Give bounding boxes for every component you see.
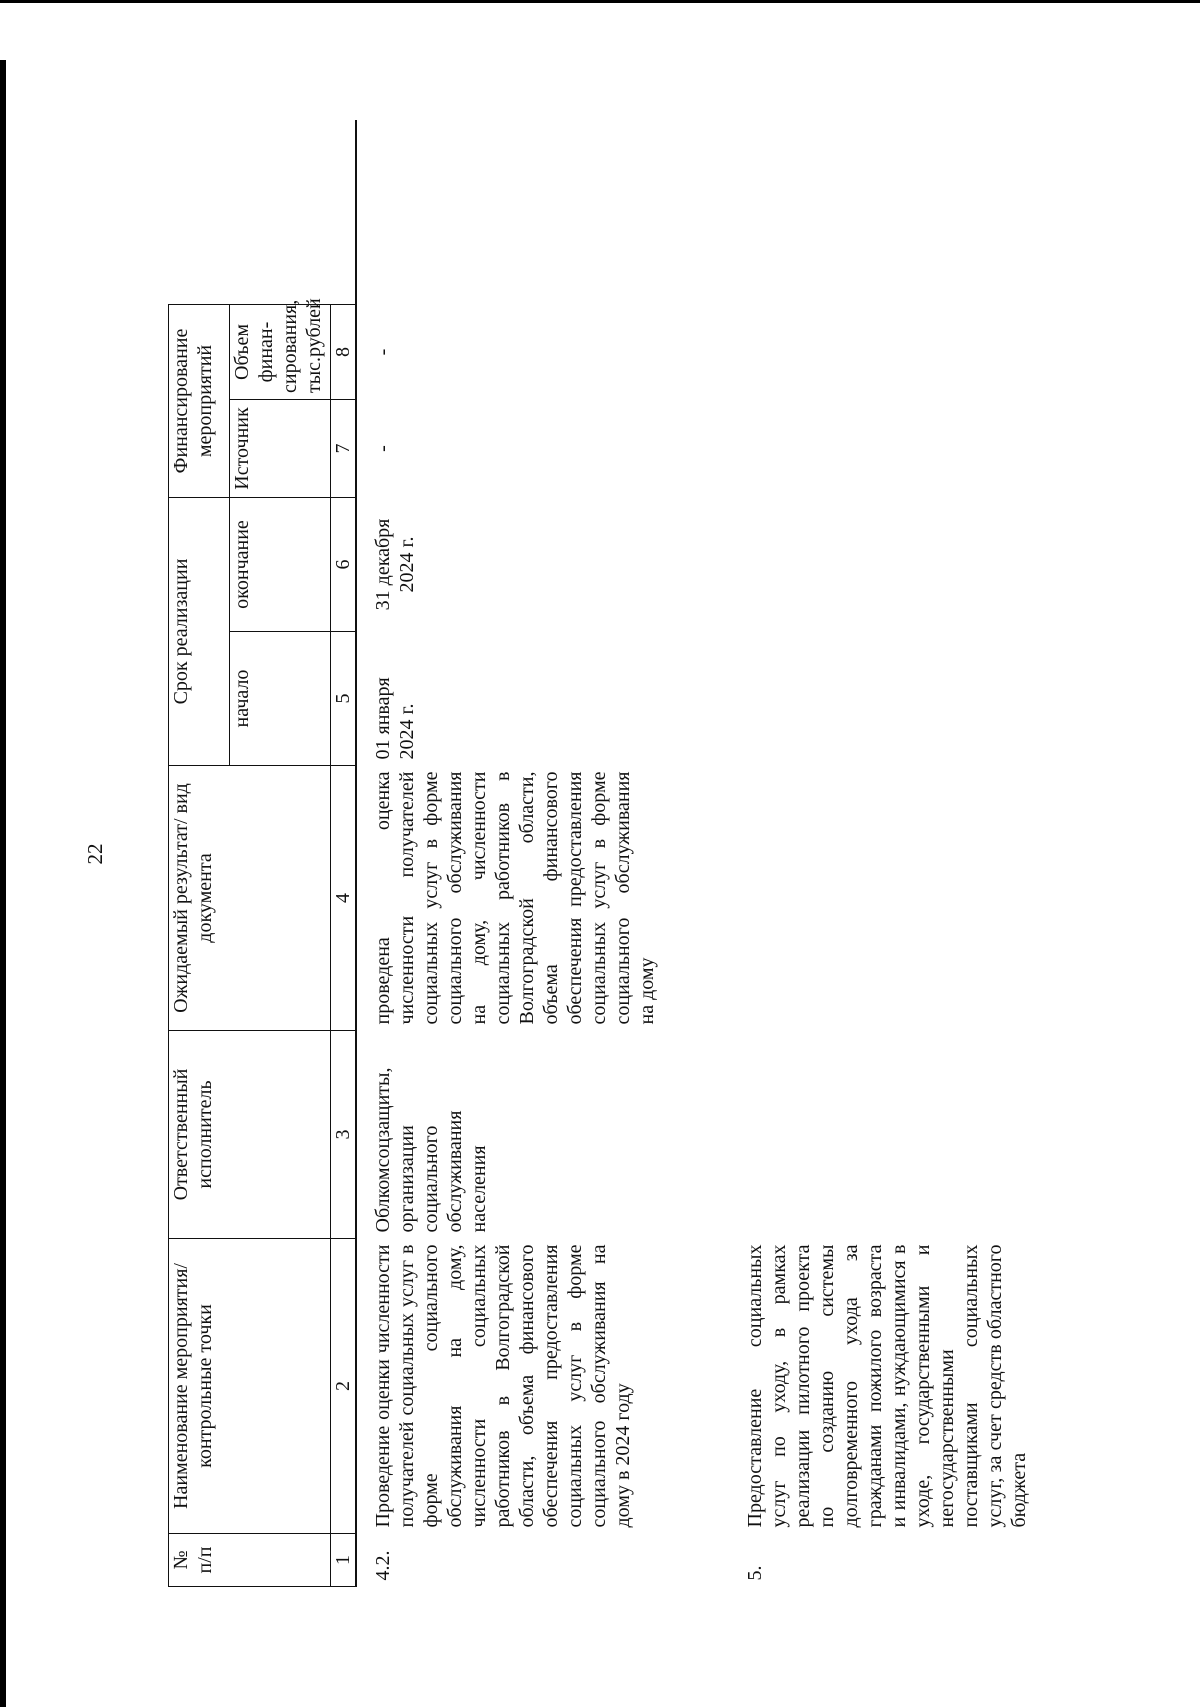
page-number: 22: [83, 843, 107, 865]
col-number: 4: [331, 766, 357, 1031]
measures-table: [168, 120, 1031, 1587]
row-start: 01 января 2024 г.: [372, 677, 418, 760]
row-name: Проведение оценки численности получателей социальных услуг в форме социального обслуживания на дому, численности социальных работников в Волгоградской области, объема финансового обеспечения предоставления социальных услуг в форме социального обслуживания на дому в 2024 году: [372, 1244, 634, 1528]
row-name: Предоставление социальных услуг по уходу, в рамках реализации пилотного проекта по созданию системы долговременного ухода за гражданами пожилого возраста и инвалидами, нуждающимися в уходе, государственными и негосударственными поставщиками социальных услуг, за счет средств областного бюджета: [744, 1244, 1030, 1528]
row-result: проведена оценка численности получателей социальных услуг в форме социального обслуживания на дому, численности социальных работников в Волгоградской области, объема финансового обеспечения предоставления социальных услуг в форме социального обслуживания на дому: [372, 771, 658, 1025]
header-period-end: окончание: [230, 498, 331, 632]
row-executor: [659, 1031, 1031, 1239]
row-end: 31 декабря 2024 г.: [372, 518, 418, 611]
table-row: [659, 120, 1031, 1587]
row-volume: [659, 305, 1031, 400]
row-executor: Облкомсоцзащиты, организации социального обслуживания населения: [372, 1067, 490, 1233]
row-start: [659, 632, 1031, 766]
col-number: 1: [331, 1534, 357, 1587]
table-row: [356, 120, 659, 1587]
header-financing: Финансирование мероприятий: [169, 305, 230, 498]
row-result: [659, 766, 1031, 1031]
col-number: 8: [331, 305, 357, 400]
row-source: [659, 400, 1031, 498]
header-source: Источник: [230, 400, 331, 498]
header-period-start: начало: [230, 632, 331, 766]
header-result: Ожидаемый результат/ вид документа: [169, 766, 331, 1031]
row-end: [659, 498, 1031, 632]
col-number: 6: [331, 498, 357, 632]
row-num: 5.: [744, 1565, 766, 1581]
row-volume: -: [372, 348, 394, 356]
col-number: 2: [331, 1239, 357, 1534]
row-num: 4.2.: [372, 1550, 394, 1581]
row-source: -: [372, 445, 394, 452]
header-volume: Объем финан-сирования, тыс.рублей: [230, 305, 331, 400]
header-period: Срок реализации: [169, 498, 230, 766]
col-number: 7: [331, 400, 357, 498]
header-num: № п/п: [169, 1534, 331, 1587]
col-number: 3: [331, 1031, 357, 1239]
header-name: Наименование мероприятия/ контрольные точки: [169, 1239, 331, 1534]
header-executor: Ответственный исполнитель: [169, 1031, 331, 1239]
col-number: 5: [331, 632, 357, 766]
